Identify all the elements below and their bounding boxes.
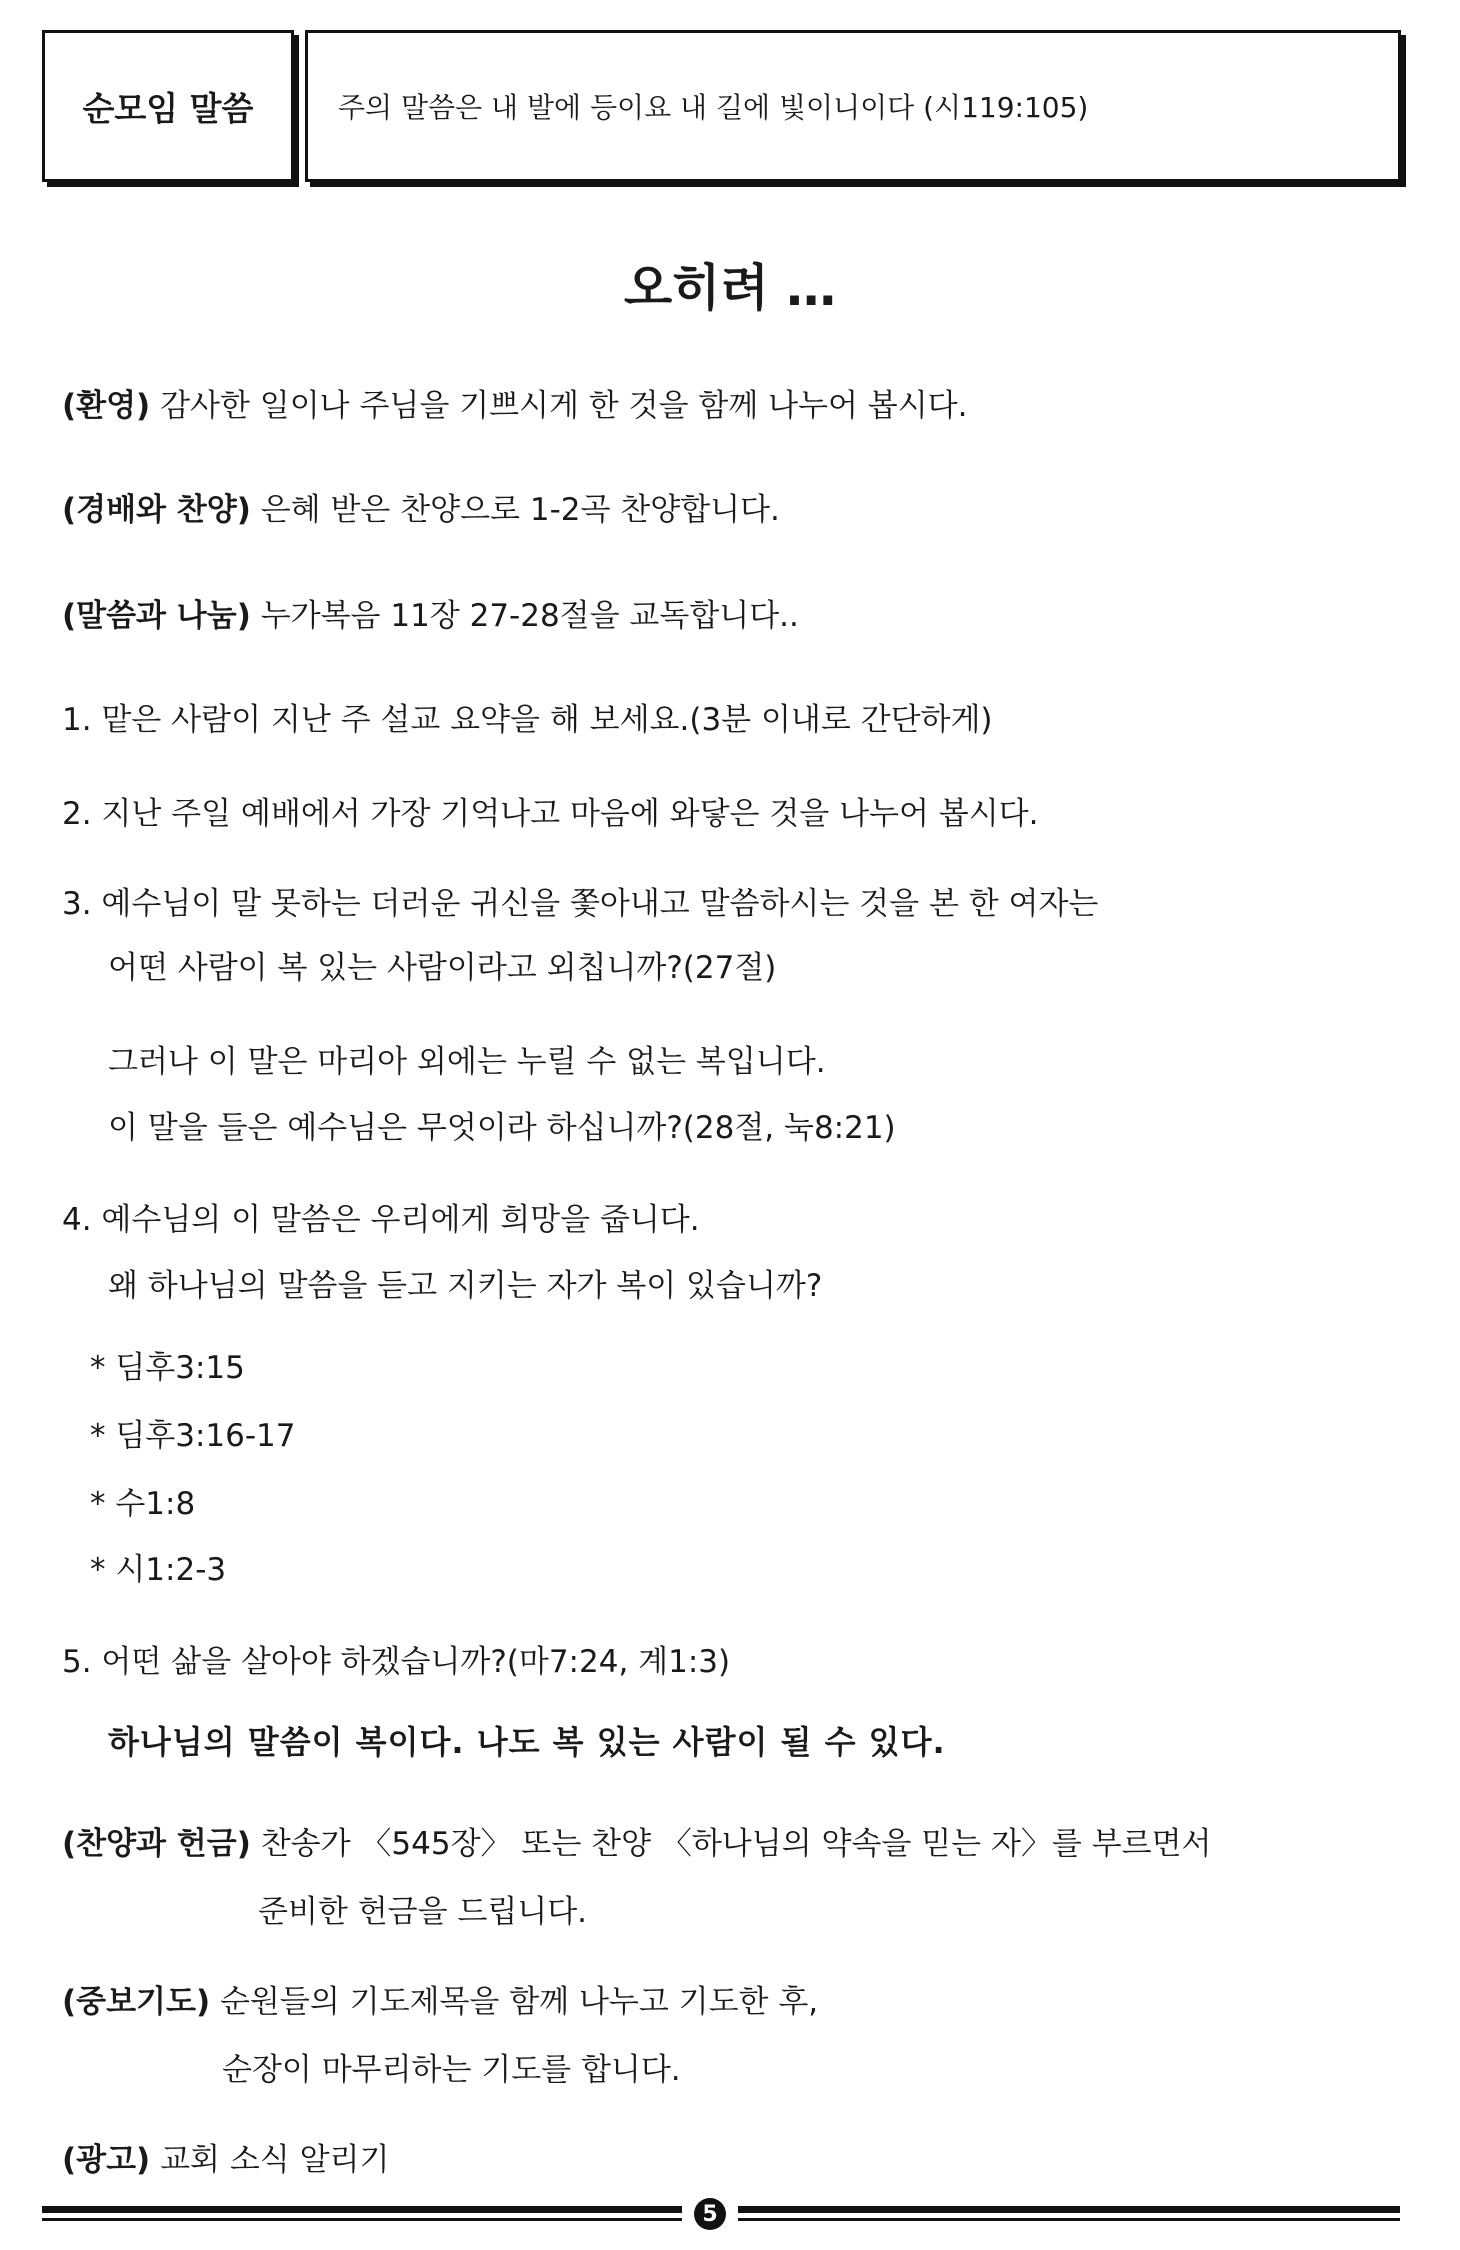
offering-line-2: 준비한 헌금을 드립니다.	[258, 1894, 588, 1930]
question-3-line-4: 이 말을 들은 예수님은 무엇이라 하십니까?(28절, 눅8:21)	[108, 1110, 896, 1146]
header-verse-box	[305, 30, 1401, 182]
emphasis-statement: 하나님의 말씀이 복이다. 나도 복 있는 사람이 될 수 있다.	[108, 1723, 946, 1761]
header-title: 순모임 말씀	[82, 88, 254, 128]
footer-rule-left	[42, 2206, 682, 2213]
notice-line	[62, 2140, 389, 2180]
header-verse: 주의 말씀은 내 발에 등이요 내 길에 빛이니이다 (시119:105)	[338, 91, 1089, 124]
offering-label: (찬양과 헌금)	[62, 1826, 251, 1862]
offering-line	[62, 1824, 1211, 1864]
question-4-line-2: 왜 하나님의 말씀을 듣고 지키는 자가 복이 있습니까?	[108, 1268, 823, 1304]
question-2: 2. 지난 주일 예배에서 가장 기억나고 마음에 와닿은 것을 나누어 봅시다.	[62, 796, 1039, 832]
question-3-line-3: 그러나 이 말은 마리아 외에는 누릴 수 없는 복입니다.	[108, 1044, 826, 1080]
footer-rule-right-thin	[738, 2218, 1400, 2221]
reference-2: * 딤후3:16-17	[90, 1418, 296, 1454]
reference-3: * 수1:8	[90, 1486, 196, 1522]
header-title-box	[42, 30, 294, 182]
page-number: 5	[694, 2198, 726, 2230]
question-4-line-1: 4. 예수님의 이 말씀은 우리에게 희망을 줍니다.	[62, 1202, 700, 1238]
offering-text: 찬송가 〈545장〉 또는 찬양 〈하나님의 약속을 믿는 자〉를 부르면서	[250, 1826, 1212, 1862]
worship-label: (경배와 찬양)	[62, 492, 251, 528]
question-3-line-2: 어떤 사람이 복 있는 사람이라고 외칩니까?(27절)	[108, 950, 777, 986]
reference-4: * 시1:2-3	[90, 1552, 227, 1588]
reference-1: * 딤후3:15	[90, 1350, 245, 1386]
question-3-line-1: 3. 예수님이 말 못하는 더러운 귀신을 쫓아내고 말씀하시는 것을 본 한 여자는	[62, 886, 1099, 922]
notice-label: (광고)	[62, 2142, 151, 2178]
footer-rule-right	[738, 2206, 1400, 2213]
word-text: 누가복음 11장 27-28절을 교독합니다..	[250, 598, 799, 634]
welcome-text: 감사한 일이나 주님을 기쁘시게 한 것을 함께 나누어 봅시다.	[150, 388, 968, 424]
question-1: 1. 맡은 사람이 지난 주 설교 요약을 해 보세요.(3분 이내로 간단하게)	[62, 702, 993, 738]
prayer-text: 순원들의 기도제목을 함께 나누고 기도한 후,	[210, 1984, 819, 2020]
prayer-label: (중보기도)	[62, 1984, 211, 2020]
welcome-line	[62, 386, 967, 426]
question-5: 5. 어떤 삶을 살아야 하겠습니까?(마7:24, 계1:3)	[62, 1644, 731, 1680]
prayer-line-2: 순장이 마무리하는 기도를 합니다.	[222, 2052, 681, 2088]
page-title: 오히려 …	[623, 259, 837, 317]
word-label: (말씀과 나눔)	[62, 598, 251, 634]
worship-text: 은혜 받은 찬양으로 1-2곡 찬양합니다.	[250, 492, 780, 528]
footer-rule-left-thin	[42, 2218, 682, 2221]
notice-text: 교회 소식 알리기	[150, 2142, 390, 2178]
word-line	[62, 596, 799, 636]
prayer-line	[62, 1982, 818, 2022]
welcome-label: (환영)	[62, 388, 151, 424]
worship-line	[62, 490, 780, 530]
